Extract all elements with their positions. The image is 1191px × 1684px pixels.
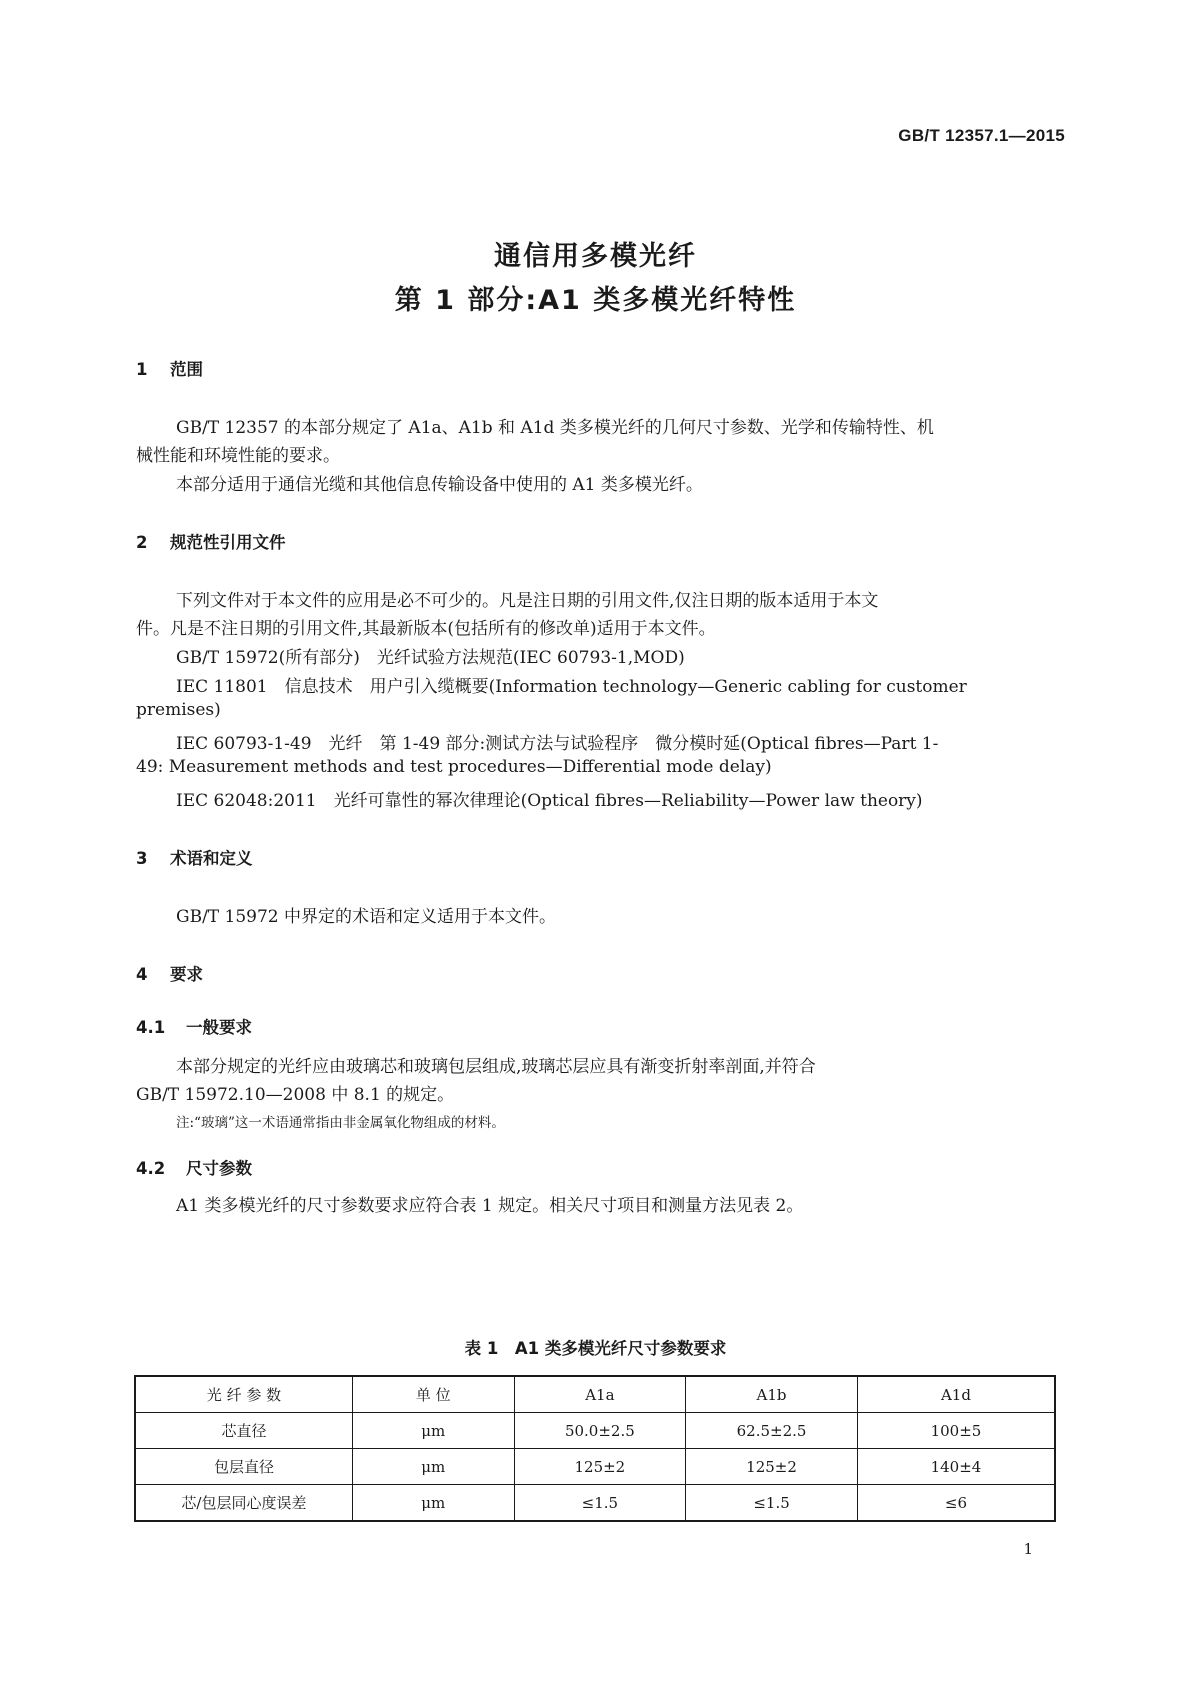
section-title: 要求 <box>170 965 203 984</box>
table-cell: 140±4 <box>857 1449 1055 1485</box>
document-title-line1: 通信用多模光纤 <box>494 241 697 272</box>
table-cell: ≤1.5 <box>686 1485 858 1522</box>
table-row <box>135 1449 1055 1485</box>
section-number: 2 <box>136 533 148 552</box>
section-4-1-paragraph-line-1: 本部分规定的光纤应由玻璃芯和玻璃包层组成,玻璃芯层应具有渐变折射率剖面,并符合 <box>176 1057 816 1077</box>
section-number: 4 <box>136 965 148 984</box>
table-cell: 包层直径 <box>135 1449 352 1485</box>
document-title-line2: 第 1 部分:A1 类多模光纤特性 <box>394 285 797 316</box>
section-title: 范围 <box>170 360 203 379</box>
subsection-number: 4.1 <box>136 1018 166 1037</box>
table-cell: 芯/包层同心度误差 <box>135 1485 352 1522</box>
column-header-unit: 单 位 <box>352 1376 514 1413</box>
reference-iec-11801-line-2: premises) <box>136 700 221 720</box>
table-cell: 125±2 <box>686 1449 858 1485</box>
subsection-title: 一般要求 <box>186 1018 252 1037</box>
section-2-heading <box>136 529 286 553</box>
column-header-a1d: A1d <box>857 1376 1055 1413</box>
section-number: 1 <box>136 360 148 379</box>
section-2-paragraph-line-2: 件。凡是不注日期的引用文件,其最新版本(包括所有的修改单)适用于本文件。 <box>136 619 716 639</box>
section-title: 术语和定义 <box>170 849 253 868</box>
section-3-heading <box>136 845 253 869</box>
section-number: 3 <box>136 849 148 868</box>
section-4-2-paragraph: A1 类多模光纤的尺寸参数要求应符合表 1 规定。相关尺寸项目和测量方法见表 2。 <box>176 1196 804 1216</box>
column-header-a1a: A1a <box>514 1376 686 1413</box>
table-cell: μm <box>352 1449 514 1485</box>
section-1-paragraph-1-line-1: GB/T 12357 的本部分规定了 A1a、A1b 和 A1d 类多模光纤的几何尺寸参数、光学和传输特性、机 <box>176 418 934 438</box>
section-title: 规范性引用文件 <box>170 533 286 552</box>
table-cell: 62.5±2.5 <box>686 1413 858 1449</box>
table-1-fiber-dimensions <box>134 1375 1056 1522</box>
section-4-heading <box>136 961 203 985</box>
table-cell: μm <box>352 1413 514 1449</box>
subsection-title: 尺寸参数 <box>186 1159 252 1178</box>
column-header-a1b: A1b <box>686 1376 858 1413</box>
reference-iec-60793-line-1: IEC 60793-1-49 光纤 第 1-49 部分:测试方法与试验程序 微分模时延(Optical fibres—Part 1- <box>176 734 939 754</box>
table-cell: ≤1.5 <box>514 1485 686 1522</box>
table-cell: 100±5 <box>857 1413 1055 1449</box>
section-3-paragraph: GB/T 15972 中界定的术语和定义适用于本文件。 <box>176 907 557 927</box>
reference-iec-11801-line-1: IEC 11801 信息技术 用户引入缆概要(Information technology—Generic cabling for customer <box>176 677 967 697</box>
table-cell: 50.0±2.5 <box>514 1413 686 1449</box>
section-2-paragraph-line-1: 下列文件对于本文件的应用是必不可少的。凡是注日期的引用文件,仅注日期的版本适用于本文 <box>176 591 879 611</box>
table-cell: 芯直径 <box>135 1413 352 1449</box>
reference-gbt-15972: GB/T 15972(所有部分) 光纤试验方法规范(IEC 60793-1,MOD) <box>176 648 685 668</box>
section-4-2-heading <box>136 1155 252 1179</box>
table-cell: 125±2 <box>514 1449 686 1485</box>
section-1-paragraph-1-line-2: 械性能和环境性能的要求。 <box>136 446 340 466</box>
table-row <box>135 1485 1055 1522</box>
section-4-1-heading <box>136 1014 252 1038</box>
section-1-heading <box>136 356 203 380</box>
table-1-caption: 表 1 A1 类多模光纤尺寸参数要求 <box>464 1339 727 1358</box>
column-header-parameter: 光 纤 参 数 <box>135 1376 352 1413</box>
reference-iec-60793-line-2: 49: Measurement methods and test procedures—Differential mode delay) <box>136 757 772 777</box>
table-cell: μm <box>352 1485 514 1522</box>
section-4-1-paragraph-line-2: GB/T 15972.10—2008 中 8.1 的规定。 <box>136 1085 455 1105</box>
standard-number: GB/T 12357.1—2015 <box>898 126 1065 145</box>
section-1-paragraph-2: 本部分适用于通信光缆和其他信息传输设备中使用的 A1 类多模光纤。 <box>176 475 703 495</box>
table-cell: ≤6 <box>857 1485 1055 1522</box>
reference-iec-62048: IEC 62048:2011 光纤可靠性的幂次律理论(Optical fibres—Reliability—Power law theory) <box>176 791 923 811</box>
table-row <box>135 1413 1055 1449</box>
section-4-1-note: 注:“玻璃”这一术语通常指由非金属氧化物组成的材料。 <box>176 1115 505 1131</box>
table-header-row <box>135 1376 1055 1413</box>
page-number: 1 <box>1023 1540 1033 1558</box>
subsection-number: 4.2 <box>136 1159 166 1178</box>
